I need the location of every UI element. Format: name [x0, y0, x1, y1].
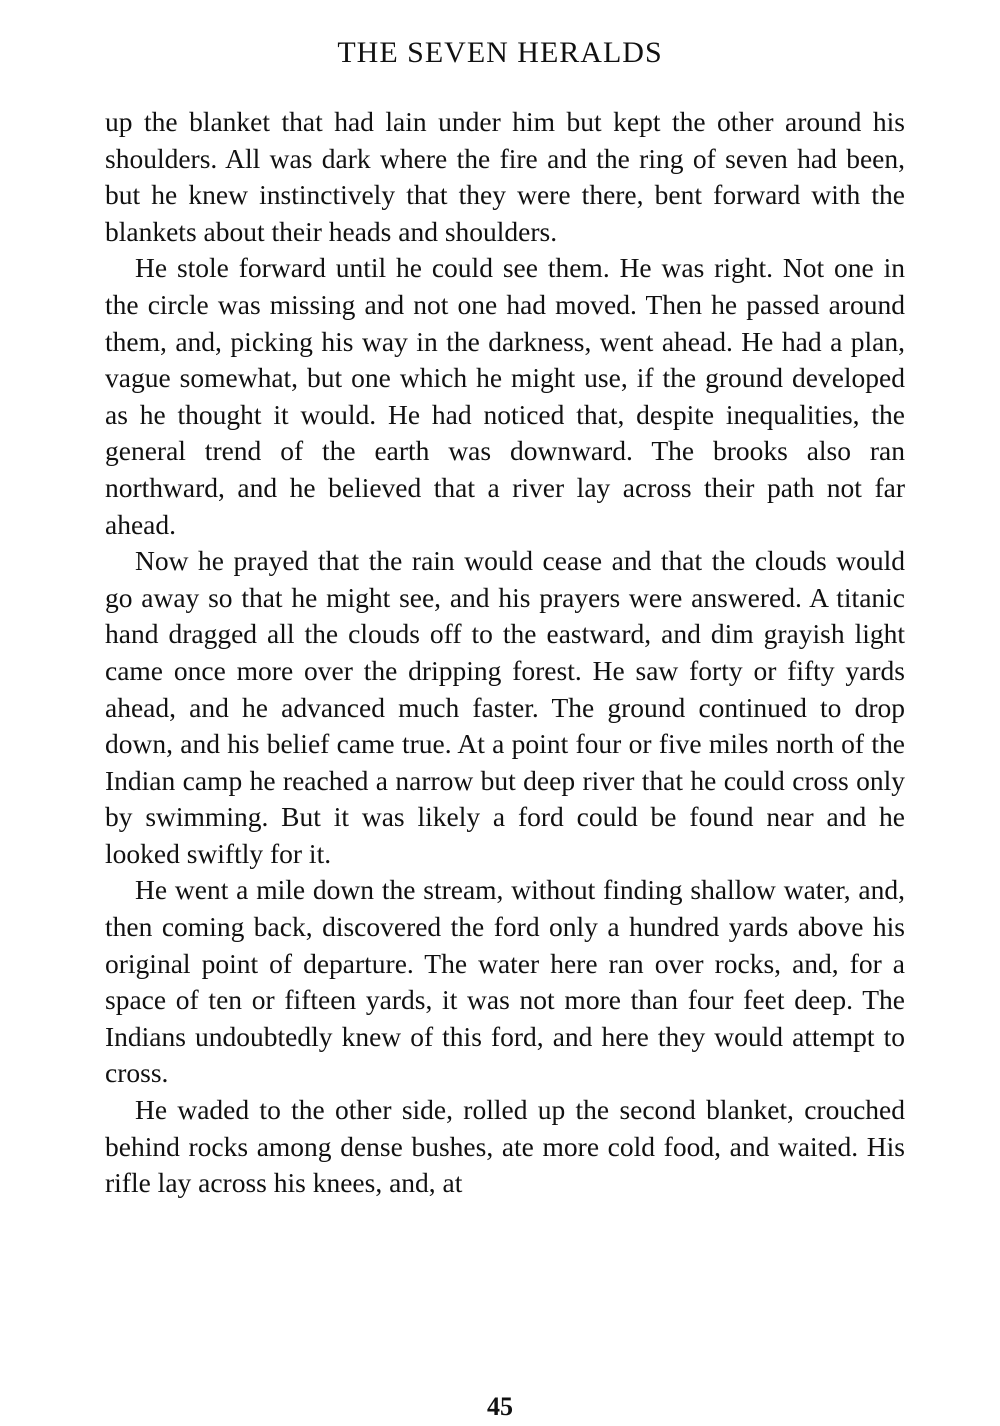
page-number: 45	[487, 1392, 513, 1421]
paragraph: Now he prayed that the rain would cease and that the clouds would go away so that he might see, and his prayers were answered. A titanic hand dragged all the clouds off to the eastward, and dim grayish light came once more over the dripping forest. He saw forty or fifty yards ahead, and he advanced much faster. The ground continued to drop down, and his belief came true. At a point four or five miles north of the Indian camp he reached a narrow but deep river that he could cross only by swimming. But it was likely a ford could be found near and he looked swiftly for it.	[105, 545, 905, 869]
paragraph: up the blanket that had lain under him but kept the other around his shoulders. All was dark where the fire and the ring of seven had been, but he knew instinctively that they were there, bent forward with the blankets about their heads and shoulders.	[105, 106, 905, 247]
paragraph: He waded to the other side, rolled up the second blanket, crouched behind rocks among dense bushes, ate more cold food, and waited. His rifle lay across his knees, and, at	[105, 1094, 905, 1199]
paragraph: He stole forward until he could see them. He was right. Not one in the circle was missing and not one had moved. Then he passed around them, and, picking his way in the darkness, went ahead. He had a plan, vague somewhat, but one which he might use, if the ground developed as he thought it would. He had noticed that, despite inequalities, the general trend of the earth was downward. The brooks also ran northward, and he believed that a river lay across their path not far ahead.	[105, 252, 905, 540]
body-text	[105, 104, 905, 1202]
running-head: THE SEVEN HERALDS	[337, 36, 663, 69]
paragraph: He went a mile down the stream, without finding shallow water, and, then coming back, discovered the ford only a hundred yards above his original point of departure. The water here ran over rocks, and, for a space of ten or fifteen yards, it was not more than four feet deep. The Indians undoubtedly knew of this ford, and here they would attempt to cross.	[105, 874, 905, 1089]
